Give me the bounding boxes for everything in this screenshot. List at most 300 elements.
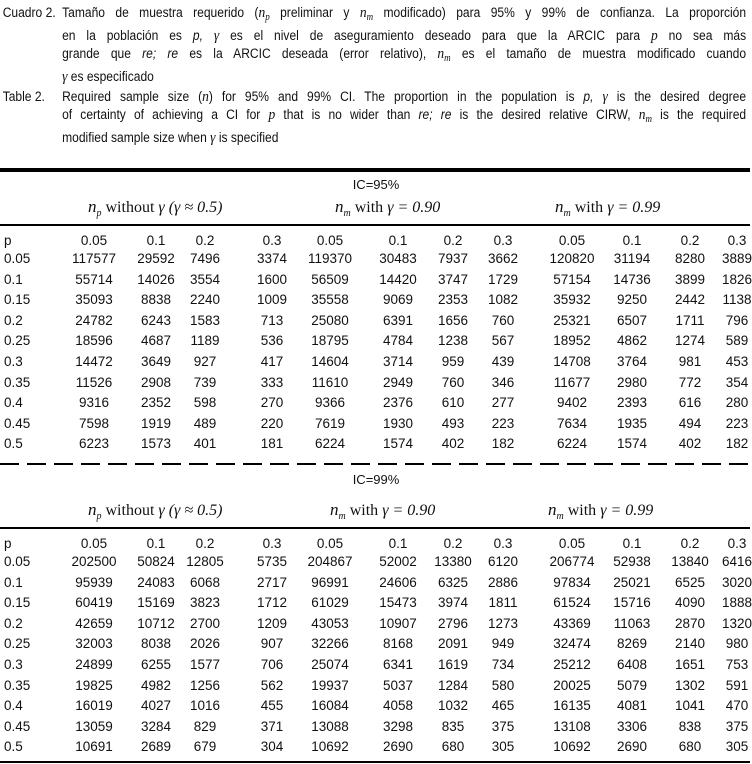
table-cell: 417 [260,354,284,369]
table-cell: 19825 [75,677,113,693]
table-cell: 43369 [553,615,591,631]
table-row [0,375,752,393]
caption-label: Cuadro 2. [2,5,56,20]
table-cell: 270 [260,395,284,411]
table-cell: 29592 [137,251,175,266]
column-group-header: $n_m$ with γ = 0.90 [330,500,436,522]
table-cell: 1619 [437,657,469,672]
table-row [0,678,752,696]
table-cell: 16135 [553,698,591,714]
table-cell: 42659 [75,615,113,631]
row-label-p: 0.2 [4,312,23,328]
table-cell: 35932 [553,292,591,308]
table-cell: 14026 [137,271,175,287]
column-header: 0.2 [443,233,463,248]
table-cell: 1600 [256,271,288,287]
table-row [0,636,752,654]
table-cell: 1574 [382,436,414,452]
table-cell: 24083 [137,574,175,590]
table-cell: 402 [441,436,465,452]
table-cell: 4027 [140,698,172,714]
table-cell: 1256 [189,677,221,693]
row-label-p: 0.05 [4,251,31,266]
table-cell: 3554 [189,271,221,287]
table-cell: 2140 [674,636,706,652]
table-cell: 24606 [379,574,417,590]
table-cell: 835 [441,718,465,734]
table-row [0,354,752,372]
table-cell: 494 [678,415,702,431]
table-cell: 280 [725,395,749,411]
table-cell: 16084 [311,698,349,714]
column-header: 0.1 [388,536,408,551]
row-label-p: 0.4 [4,698,23,714]
table-cell: 980 [725,636,749,652]
table-cell: 11677 [553,374,591,390]
table-cell: 10907 [379,615,417,631]
table-cell: 13059 [75,718,113,734]
table-cell: 8838 [140,292,172,308]
table-cell: 6507 [616,312,648,328]
table-cell: 15716 [613,595,651,611]
table-cell: 43053 [311,615,349,631]
table-cell: 8280 [674,251,706,266]
table-cell: 3889 [721,251,752,266]
table-cell: 1189 [190,333,220,349]
table-cell: 220 [260,415,284,431]
table-cell: 2870 [674,615,706,631]
column-header: 0.05 [316,536,344,551]
header-rule [0,224,750,226]
table-cell: 959 [441,354,465,369]
table-cell: 3649 [140,354,172,369]
column-header: 0.1 [146,233,166,248]
section-divider-dashed [0,463,750,465]
table-cell: 6223 [78,436,110,452]
table-cell: 949 [491,636,515,652]
table-cell: 18596 [75,333,113,349]
table-cell: 679 [193,739,217,755]
table-cell: 465 [491,698,515,714]
header-rule [0,527,750,529]
table-cell: 2689 [140,739,172,755]
table-cell: 829 [193,718,217,734]
table-cell: 6325 [437,574,469,590]
column-header: 0.3 [262,233,282,248]
table-cell: 6068 [189,574,221,590]
table-cell: 13840 [671,554,709,569]
table-cell: 35093 [75,292,113,308]
table-cell: 680 [441,739,465,755]
table-cell: 2240 [189,292,221,308]
table-cell: 25321 [553,312,591,328]
row-label-p: 0.5 [4,739,23,755]
table-cell: 1811 [488,595,518,611]
table-cell: 10712 [137,615,175,631]
row-label-p: 0.35 [4,677,31,693]
table-cell: 1935 [616,415,648,431]
column-group-header: $n_p$ without γ (γ ≈ 0.5) [88,500,223,522]
table-cell: 2393 [616,395,648,411]
column-header: 0.1 [146,536,166,551]
table-cell: 346 [491,374,515,390]
table-cell: 1302 [674,677,706,693]
column-header: 0.05 [316,233,344,248]
table-cell: 2026 [189,636,221,652]
table-cell: 796 [725,312,749,328]
table-cell: 4982 [140,677,172,693]
table-cell: 1729 [487,271,519,287]
table-cell: 35558 [311,292,349,308]
table-cell: 10692 [311,739,349,755]
table-cell: 14472 [75,354,113,369]
table-cell: 50824 [137,554,175,569]
table-row [0,416,752,434]
table-cell: 1712 [256,595,288,611]
table-cell: 375 [491,718,515,734]
table-cell: 1888 [721,595,752,611]
table-cell: 3020 [721,574,752,590]
table-cell: 204867 [307,554,353,569]
table-cell: 7598 [78,415,110,431]
table-cell: 18952 [553,333,591,349]
table-cell: 2980 [616,374,648,390]
column-header: 0.05 [558,536,586,551]
table-cell: 13108 [553,718,591,734]
table-cell: 402 [678,436,702,452]
table-cell: 6255 [140,657,172,672]
table-cell: 11526 [75,374,113,390]
table-cell: 15473 [379,595,417,611]
table-cell: 2949 [382,374,414,390]
table-cell: 10691 [75,739,113,755]
table-cell: 1284 [437,677,469,693]
row-label-p: 0.25 [4,333,31,349]
table-cell: 30483 [379,251,417,266]
table-cell: 8168 [382,636,414,652]
table-cell: 14708 [553,354,591,369]
table-cell: 7619 [314,415,346,431]
table-cell: 11063 [613,615,651,631]
table-cell: 32474 [553,636,591,652]
table-cell: 117577 [71,251,117,266]
ci-level-label: IC=95% [352,177,400,192]
table-cell: 6391 [382,312,414,328]
table-cell: 223 [491,415,515,431]
table-row [0,575,752,593]
table-cell: 1656 [437,312,469,328]
table-cell: 32003 [75,636,113,652]
table-row [0,313,752,331]
table-cell: 52002 [379,554,417,569]
table-cell: 713 [260,312,284,328]
table-row [0,595,752,613]
table-row [0,333,752,351]
table-cell: 6525 [674,574,706,590]
table-cell: 3823 [189,595,221,611]
table-cell: 439 [491,354,515,369]
table-cell: 2908 [140,374,172,390]
table-cell: 3714 [382,354,414,369]
table-cell: 1577 [189,657,221,672]
table-cell: 16019 [75,698,113,714]
column-header-row [0,536,752,554]
table-cell: 10692 [553,739,591,755]
column-header: 0.2 [680,233,700,248]
table-cell: 9250 [616,292,648,308]
table-cell: 1082 [487,292,519,308]
table-cell: 305 [725,739,749,755]
table-cell: 60419 [75,595,113,611]
table-cell: 4090 [674,595,706,611]
row-label-p: 0.35 [4,374,31,390]
row-label-p: 0.3 [4,657,23,672]
table-cell: 470 [725,698,749,714]
table-cell: 9069 [382,292,414,308]
table-cell: 6224 [314,436,346,452]
column-header: 0.2 [443,536,463,551]
table-cell: 838 [678,718,702,734]
table-cell: 97834 [553,574,591,590]
table-cell: 11610 [311,374,349,390]
row-label-p: 0.05 [4,554,31,569]
column-header: 0.05 [80,536,108,551]
table-cell: 56509 [311,271,349,287]
table-cell: 3662 [487,251,519,266]
table-cell: 5079 [616,677,648,693]
caption-text: Required sample size (n) for 95% and 99% CI. The proportion in the population is p, γ is the desired degree of certainty of achieving a CI for p that is no wider than re; re is the desired relative CIRW, $n_m$ is the required modified sample size when γ is specified [62,89,747,146]
table-cell: 6341 [382,657,414,672]
row-label-p: 0.15 [4,595,31,611]
table-cell: 375 [725,718,749,734]
table-cell: 3284 [140,718,172,734]
table-cell: 15169 [137,595,175,611]
table-cell: 2690 [616,739,648,755]
table-cell: 12805 [186,554,224,569]
table-cell: 2717 [256,574,288,590]
table-cell: 9402 [556,395,588,411]
table-cell: 536 [260,333,284,349]
table-cell: 4687 [140,333,172,349]
table-cell: 1711 [675,312,705,328]
table-cell: 2690 [382,739,414,755]
table-cell: 4784 [382,333,414,349]
table-row [0,251,752,269]
table-cell: 1274 [674,333,706,349]
table-row [0,739,752,757]
column-header: p [4,536,12,551]
table-cell: 25212 [553,657,591,672]
table-cell: 14420 [379,271,417,287]
table-cell: 13380 [434,554,472,569]
column-header: 0.2 [680,536,700,551]
table-cell: 206774 [549,554,595,569]
column-group-header: $n_m$ with γ = 0.99 [548,500,654,522]
table-row [0,616,752,634]
row-label-p: 0.45 [4,415,31,431]
table-cell: 5735 [256,554,288,569]
table-cell: 57154 [553,271,591,287]
row-label-p: 0.3 [4,354,23,369]
caption-label: Table 2. [2,89,45,104]
table-cell: 7937 [437,251,469,266]
table-cell: 119370 [307,251,353,266]
table-cell: 14604 [311,354,349,369]
ci-level-label: IC=99% [352,472,400,487]
table-cell: 2886 [487,574,519,590]
table-row [0,554,752,572]
table-cell: 1320 [721,615,752,631]
table-cell: 455 [260,698,284,714]
table-cell: 927 [193,354,217,369]
table-cell: 680 [678,739,702,755]
table-cell: 3899 [674,271,706,287]
table-cell: 1273 [487,615,519,631]
table-cell: 371 [260,718,284,734]
table-cell: 24782 [75,312,113,328]
table-cell: 4862 [616,333,648,349]
table-cell: 760 [491,312,515,328]
column-group-header: $n_m$ with γ = 0.99 [555,197,661,219]
table-cell: 1041 [674,698,706,714]
column-header: 0.1 [622,233,642,248]
table-cell: 1009 [256,292,288,308]
table-row [0,395,752,413]
table-cell: 562 [260,677,284,693]
table-cell: 120820 [549,251,595,266]
table-cell: 181 [260,436,284,452]
row-label-p: 0.2 [4,615,23,631]
table-cell: 567 [491,333,515,349]
table-cell: 489 [193,415,217,431]
table-cell: 4081 [616,698,648,714]
table-cell: 2796 [437,615,469,631]
column-header: p [4,233,12,248]
table-cell: 1032 [437,698,469,714]
table-cell: 24899 [75,657,113,672]
table-cell: 589 [725,333,749,349]
table-cell: 2091 [437,636,469,652]
row-label-p: 0.5 [4,436,23,452]
table-cell: 354 [725,374,749,390]
table-cell: 8269 [616,636,648,652]
table-cell: 2442 [674,292,706,308]
table-cell: 580 [491,677,515,693]
table-cell: 3306 [616,718,648,734]
table-cell: 734 [491,657,515,672]
table-cell: 6120 [487,554,519,569]
table-cell: 3764 [616,354,648,369]
table-cell: 182 [491,436,515,452]
table-cell: 7634 [556,415,588,431]
table-cell: 616 [678,395,702,411]
table-cell: 1209 [256,615,288,631]
table-cell: 453 [725,354,749,369]
column-header: 0.3 [727,536,747,551]
table-cell: 1574 [616,436,648,452]
table-cell: 32266 [311,636,349,652]
row-label-p: 0.4 [4,395,23,411]
table-cell: 739 [193,374,217,390]
table-cell: 1573 [140,436,172,452]
column-group-header: $n_p$ without γ (γ ≈ 0.5) [88,197,223,219]
table-cell: 1930 [382,415,414,431]
table-cell: 52938 [613,554,651,569]
table-cell: 1138 [722,292,752,308]
table-cell: 9366 [314,395,346,411]
table-cell: 25021 [613,574,651,590]
table-cell: 3374 [256,251,288,266]
row-label-p: 0.1 [4,271,23,287]
table-cell: 95939 [75,574,113,590]
table-cell: 598 [193,395,217,411]
table-cell: 19937 [311,677,349,693]
table-cell: 2352 [140,395,172,411]
table-cell: 61029 [311,595,349,611]
table-row [0,698,752,716]
table-cell: 3747 [437,271,469,287]
table-cell: 5037 [382,677,414,693]
table-cell: 706 [260,657,284,672]
table-row [0,436,752,454]
table-cell: 223 [725,415,749,431]
table-cell: 401 [193,436,217,452]
table-cell: 2353 [437,292,469,308]
table-cell: 1651 [674,657,706,672]
table-cell: 13088 [311,718,349,734]
column-group-header: $n_m$ with γ = 0.90 [335,197,441,219]
table-cell: 3298 [382,718,414,734]
table-cell: 304 [260,739,284,755]
table-cell: 31194 [613,251,651,266]
row-label-p: 0.15 [4,292,31,308]
table-cell: 182 [725,436,749,452]
table-cell: 2700 [189,615,221,631]
table-cell: 25074 [311,657,349,672]
column-header: 0.3 [727,233,747,248]
table-cell: 6243 [140,312,172,328]
table-row [0,657,752,675]
caption-text: Tamaño de muestra requerido ($n_p$ preliminar y $n_m$ modificado) para 95% y 99% de confianza. La proporción en la población es p, γ es el nivel de aseguramiento deseado para que la ARCIC para p no sea más grande que re; re es la ARCIC deseada (error relativo), $n_m$ es el tamaño de muestra modificado cuando γ es especificado [62,5,747,85]
table-cell: 14736 [613,271,651,287]
table-cell: 61524 [553,595,591,611]
table-cell: 305 [491,739,515,755]
column-header: 0.3 [262,536,282,551]
column-header: 0.2 [195,536,215,551]
table-cell: 1583 [189,312,221,328]
column-header: 0.05 [80,233,108,248]
row-label-p: 0.45 [4,718,31,734]
table-cell: 7496 [189,251,221,266]
table-cell: 1919 [140,415,172,431]
table-cell: 6224 [556,436,588,452]
column-header: 0.3 [493,233,513,248]
table-cell: 20025 [553,677,591,693]
table-row [0,272,752,290]
column-header: 0.05 [558,233,586,248]
table-cell: 1238 [437,333,469,349]
table-cell: 9316 [78,395,110,411]
table-cell: 1826 [721,271,752,287]
table-top-rule [0,168,750,172]
table-cell: 772 [678,374,702,390]
table-cell: 591 [725,677,749,693]
table-cell: 8038 [140,636,172,652]
table-cell: 981 [678,354,702,369]
column-header: 0.2 [195,233,215,248]
table-cell: 55714 [75,271,113,287]
table-bottom-rule [0,761,750,763]
